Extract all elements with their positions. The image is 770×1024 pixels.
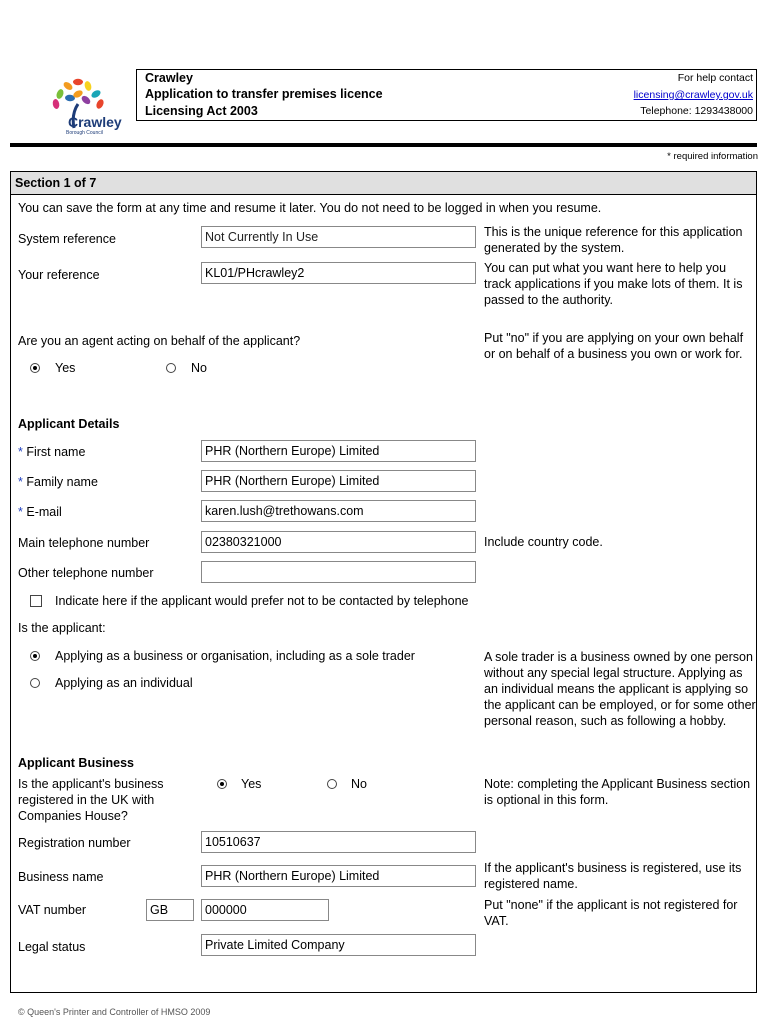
footer-copyright: © Queen's Printer and Controller of HMSO 2009 [18, 1007, 211, 1017]
section-title: Section 1 of 7 [11, 172, 756, 195]
agent-yes-label: Yes [55, 361, 76, 375]
individual-radio[interactable] [30, 678, 40, 688]
agent-note: Put "no" if you are applying on your own behalf or on behalf of a business you own or work for. [484, 331, 744, 361]
main-phone-label: Main telephone number [18, 536, 150, 550]
business-name-input[interactable]: PHR (Northern Europe) Limited [201, 865, 476, 887]
your-reference-input[interactable]: KL01/PHcrawley2 [201, 262, 476, 284]
email-label: * E-mail [18, 505, 62, 519]
registered-question: Is the applicant's business registered in the UK with Companies House? [18, 777, 164, 823]
agent-question: Are you an agent acting on behalf of the applicant? [18, 334, 301, 348]
business-option-label: Applying as a business or organisation, including as a sole trader [55, 649, 415, 663]
logo-leaf [73, 79, 83, 85]
logo-leaf [90, 89, 102, 100]
your-reference-label: Your reference [18, 268, 100, 282]
email-input[interactable]: karen.lush@trethowans.com [201, 500, 476, 522]
agent-yes-radio[interactable] [30, 363, 40, 373]
logo-leaf [80, 94, 92, 105]
main-phone-note: Include country code. [484, 535, 603, 549]
vat-prefix-input[interactable]: GB [146, 899, 194, 921]
reg-number-label: Registration number [18, 836, 131, 850]
other-phone-label: Other telephone number [18, 566, 154, 580]
form-title: Application to transfer premises licence [145, 87, 383, 101]
registered-yes-label: Yes [241, 777, 262, 791]
no-phone-checkbox[interactable] [30, 595, 42, 607]
business-radio[interactable] [30, 651, 40, 661]
agent-no-radio[interactable] [166, 363, 176, 373]
is-applicant-label: Is the applicant: [18, 621, 106, 635]
registered-yes-radio[interactable] [217, 779, 227, 789]
help-email-link[interactable]: licensing@crawley.gov.uk [633, 89, 753, 101]
required-star: * [18, 505, 23, 519]
help-phone: Telephone: 1293438000 [640, 105, 753, 117]
council-name: Crawley [145, 71, 193, 85]
help-label: For help contact [677, 72, 753, 84]
agent-no-label: No [191, 361, 207, 375]
family-name-label: * Family name [18, 475, 98, 489]
act-name: Licensing Act 2003 [145, 104, 258, 118]
logo-sub: Borough Council [66, 130, 103, 136]
header-rule [10, 143, 757, 147]
legal-status-label: Legal status [18, 940, 86, 954]
logo-leaf [62, 80, 74, 91]
required-note: * required information [667, 151, 758, 162]
logo-leaf [95, 98, 105, 110]
no-phone-label: Indicate here if the applicant would prefer not to be contacted by telephone [55, 594, 469, 608]
main-phone-input[interactable]: 02380321000 [201, 531, 476, 553]
registered-no-label: No [351, 777, 367, 791]
logo-leaf [84, 80, 93, 91]
required-star: * [18, 445, 23, 459]
tree-logo-icon [34, 70, 122, 136]
business-name-label: Business name [18, 870, 104, 884]
system-reference-note: This is the unique reference for this application generated by the system. [484, 225, 743, 255]
your-reference-note: You can put what you want here to help you track applications if you make lots of them. It is passed to the authority. [484, 261, 743, 307]
applicant-business-heading: Applicant Business [18, 756, 134, 770]
first-name-input[interactable]: PHR (Northern Europe) Limited [201, 440, 476, 462]
applicant-type-note: A sole trader is a business owned by one person without any special legal structure. Applying as an individual means the applicant is applying so the applicant can be employed, or for some other personal reason, such as following a hobby. [484, 650, 756, 728]
required-star: * [18, 475, 23, 489]
header-box [136, 69, 757, 121]
system-reference-label: System reference [18, 232, 116, 246]
first-name-label: * First name [18, 445, 86, 459]
crawley-logo [34, 70, 122, 136]
reg-number-input[interactable]: 10510637 [201, 831, 476, 853]
individual-option-label: Applying as an individual [55, 676, 193, 690]
registered-note: Note: completing the Applicant Business section is optional in this form. [484, 777, 751, 807]
logo-leaf [55, 88, 65, 100]
other-phone-input[interactable] [201, 561, 476, 583]
applicant-details-heading: Applicant Details [18, 417, 120, 431]
vat-number-input[interactable]: 000000 [201, 899, 329, 921]
legal-status-select[interactable]: Private Limited Company [201, 934, 476, 956]
vat-label: VAT number [18, 903, 87, 917]
family-name-input[interactable]: PHR (Northern Europe) Limited [201, 470, 476, 492]
business-name-note: If the applicant's business is registered, use its registered name. [484, 861, 742, 891]
logo-word: Crawley [68, 114, 122, 130]
registered-no-radio[interactable] [327, 779, 337, 789]
system-reference-field: Not Currently In Use [201, 226, 476, 248]
vat-note: Put "none" if the applicant is not registered for VAT. [484, 898, 738, 928]
save-note: You can save the form at any time and resume it later. You do not need to be logged in when you resume. [18, 201, 602, 215]
logo-leaf [52, 98, 60, 109]
